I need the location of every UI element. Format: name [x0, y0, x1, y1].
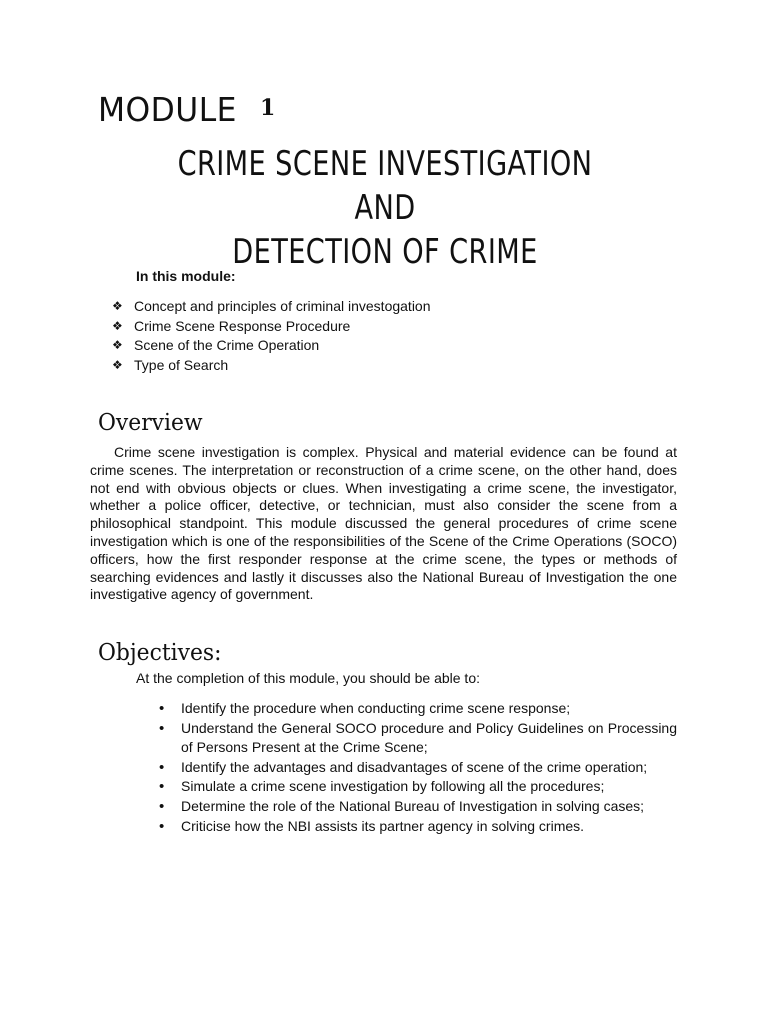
objective-item: • Criticise how the NBI assists its partner agency in solving crimes.: [157, 817, 677, 837]
objective-item: • Identify the procedure when conducting crime scene response;: [157, 699, 677, 719]
module-topics-list: [112, 297, 431, 375]
overview-paragraph: Crime scene investigation is complex. Physical and material evidence can be found at crime scenes. The interpretation or reconstruction of a crime scene, on the other hand, does not end with obvious objects or clues. When investigating a crime scene, the investigator, whether a police officer, detective, or technician, must also consider the scene from a philosophical standpoint. This module discussed the general procedures of crime scene investigation which is one of the responsibilities of the Scene of the Crime Operations (SOCO) officers, how the first responder response at the crime scene, the types or methods of searching evidences and lastly it discusses also the National Bureau of Investigation the one investigative agency of government.: [90, 444, 677, 603]
module-title-line-1: CRIME SCENE INVESTIGATION AND: [177, 144, 593, 228]
topic-text: Type of Search: [134, 356, 229, 373]
diamond-bullet-icon: ❖: [112, 357, 123, 372]
in-this-module-label: In this module:: [136, 268, 236, 284]
objectives-intro: At the completion of this module, you should be able to:: [136, 670, 480, 686]
diamond-bullet-icon: ❖: [112, 318, 123, 333]
module-label: MODULE: [98, 90, 237, 129]
objective-item: • Identify the advantages and disadvantages of scene of the crime operation;: [157, 758, 677, 778]
objective-item: • Determine the role of the National Bureau of Investigation in solving cases;: [157, 797, 677, 817]
module-title-line-2: DETECTION OF CRIME: [232, 232, 538, 272]
topic-text: Scene of the Crime Operation: [134, 337, 320, 353]
topic-item: [112, 336, 431, 356]
objective-item: • Simulate a crime scene investigation by following all the procedures;: [157, 777, 677, 797]
topic-item: [112, 356, 431, 376]
topic-item: [112, 317, 431, 337]
diamond-bullet-icon: ❖: [112, 299, 123, 313]
module-title: [149, 142, 621, 274]
objective-item: • Understand the General SOCO procedure and Policy Guidelines on Processing of Persons Present at the Crime Scene;: [157, 719, 677, 758]
topic-text: Crime Scene Response Procedure: [134, 317, 351, 334]
topic-item: [112, 297, 431, 317]
module-number: 1: [260, 95, 276, 121]
overview-heading: Overview: [98, 410, 203, 436]
objectives-list: [157, 699, 677, 836]
diamond-bullet-icon: ❖: [112, 338, 123, 352]
topic-text: Concept and principles of criminal investogation: [134, 298, 431, 314]
objectives-heading: Objectives:: [98, 640, 222, 666]
